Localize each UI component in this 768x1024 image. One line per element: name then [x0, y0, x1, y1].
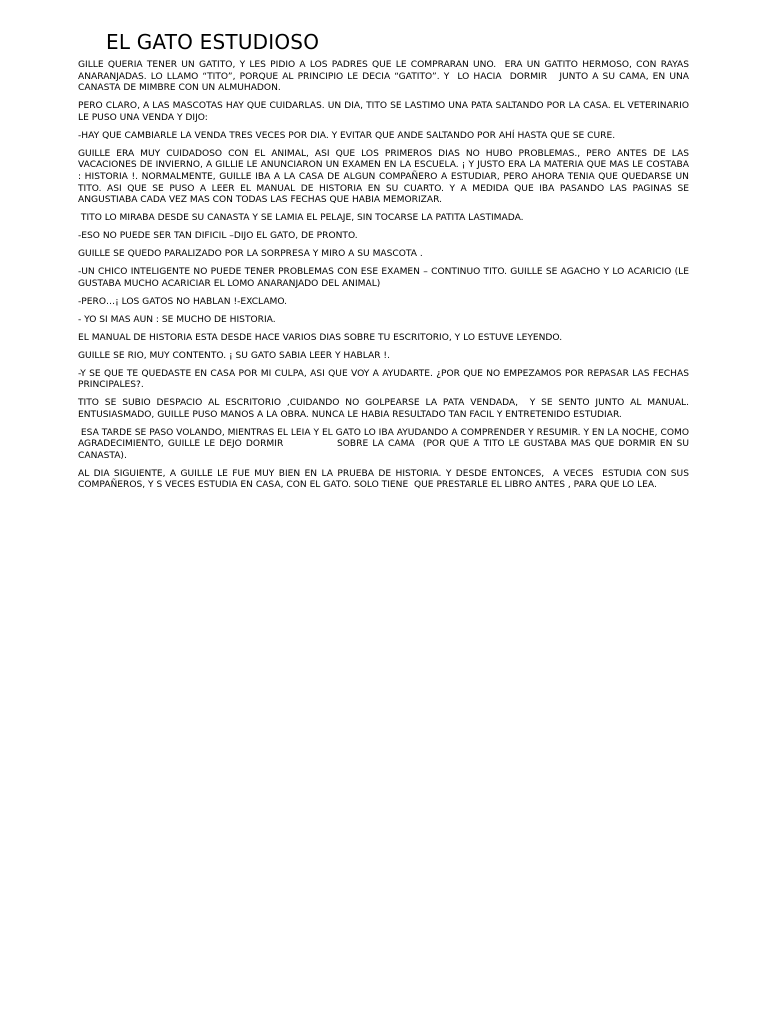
paragraph-10: - YO SI MAS AUN : SE MUCHO DE HISTORIA. — [78, 314, 276, 325]
paragraph-2: PERO CLARO, A LAS MASCOTAS HAY QUE CUIDARLAS. UN DIA, TITO SE LASTIMO UNA PATA SALTANDO POR LA CASA. EL VETERINARIO LE PUSO UNA VENDA Y DIJO: — [78, 101, 692, 123]
paragraph-8: -UN CHICO INTELIGENTE NO PUEDE TENER PROBLEMAS CON ESE EXAMEN – CONTINUO TITO. GUILLE SE AGACHO Y LO ACARICIO (LE GUSTABA MUCHO ACARICIAR EL LOMO ANARANJADO DEL ANIMAL) — [78, 267, 692, 289]
paragraph-13: -Y SE QUE TE QUEDASTE EN CASA POR MI CULPA, ASI QUE VOY A AYUDARTE. ¿POR QUE NO EMPEZAMOS POR REPASAR LAS FECHAS PRINCIPALES?. — [78, 368, 692, 391]
paragraph-14: TITO SE SUBIO DESPACIO AL ESCRITORIO ,CUIDANDO NO GOLPEARSE LA PATA VENDADA, Y SE SENTO JUNTO AL MANUAL. ENTUSIASMADO, GUILLE PUSO MANOS A LA OBRA. NUNCA LE HABIA RESULTADO TAN FACIL Y ENTRETENIDO ESTUDIAR. — [78, 398, 692, 420]
paragraph-5: TITO LO MIRABA DESDE SU CANASTA Y SE LAMIA EL PELAJE, SIN TOCARSE LA PATITA LASTIMADA. — [78, 213, 524, 224]
paragraph-7: GUILLE SE QUEDO PARALIZADO POR LA SORPRESA Y MIRO A SU MASCOTA . — [78, 249, 423, 260]
paragraph-3: -HAY QUE CAMBIARLE LA VENDA TRES VECES POR DIA. Y EVITAR QUE ANDE SALTANDO POR AHÍ HASTA QUE SE CURE. — [78, 130, 616, 141]
document-title: EL GATO ESTUDIOSO — [106, 30, 320, 54]
paragraph-16: AL DIA SIGUIENTE, A GUILLE LE FUE MUY BIEN EN LA PRUEBA DE HISTORIA. Y DESDE ENTONCES, A VECES ESTUDIA CON SUS COMPAÑEROS, Y S VECES ESTUDIA EN CASA, CON EL GATO. SOLO TIENE QUE PRESTARLE EL LIBRO ANTES , PARA QUE LO LEA. — [78, 468, 692, 491]
paragraph-4: GUILLE ERA MUY CUIDADOSO CON EL ANIMAL, ASI QUE LOS PRIMEROS DIAS NO HUBO PROBLEMAS., PERO ANTES DE LAS VACACIONES DE INVIERNO, A GILLIE LE ANUNCIARON UN EXAMEN EN LA ESCUELA. ¡ Y JUSTO ERA LA MATERIA QUE MAS LE COSTABA : HISTORIA !. NORMALMENTE, GUILLE IBA A LA CASA DE ALGUN COMPAÑERO A ESTUDIAR, PERO AHORA TENIA QUE QUEDARSE UN TITO. ASI QUE SE PUSO A LEER EL MANUAL DE HISTORIA EN SU CUARTO. Y A MEDIDA QUE IBA PASANDO LAS PAGINAS SE ANGUSTIABA CADA VEZ MAS CON TODAS LAS FECHAS QUE HABIA MEMORIZAR. — [78, 148, 692, 206]
paragraph-11: EL MANUAL DE HISTORIA ESTA DESDE HACE VARIOS DIAS SOBRE TU ESCRITORIO, Y LO ESTUVE LEYENDO. — [78, 332, 563, 343]
paragraph-9: -PERO…¡ LOS GATOS NO HABLAN !-EXCLAMO. — [78, 296, 288, 307]
paragraph-15: ESA TARDE SE PASO VOLANDO, MIENTRAS EL LEIA Y EL GATO LO IBA AYUDANDO A COMPRENDER Y RESUMIR. Y EN LA NOCHE, COMO AGRADECIMIENTO, GUILLE LE DEJO DORMIR SOBRE LA CAMA (POR QUE A TITO LE GUSTABA MAS QUE DORMIR EN SU CANASTA). — [78, 427, 692, 461]
paragraph-1: GILLE QUERIA TENER UN GATITO, Y LES PIDIO A LOS PADRES QUE LE COMPRARAN UNO. ERA UN GATITO HERMOSO, CON RAYAS ANARANJADAS. LO LLAMO “TITO”, PORQUE AL PRINCIPIO LE DECIA “GATITO”. Y LO HACIA DORMIR JUNTO A SU CAMA, EN UNA CANASTA DE MIMBRE CON UN ALMUHADON. — [78, 60, 692, 94]
document-body — [78, 60, 692, 498]
paragraph-6: -ESO NO PUEDE SER TAN DIFICIL –DIJO EL GATO, DE PRONTO. — [78, 231, 358, 242]
paragraph-12: GUILLE SE RIO, MUY CONTENTO. ¡ SU GATO SABIA LEER Y HABLAR !. — [78, 350, 390, 361]
